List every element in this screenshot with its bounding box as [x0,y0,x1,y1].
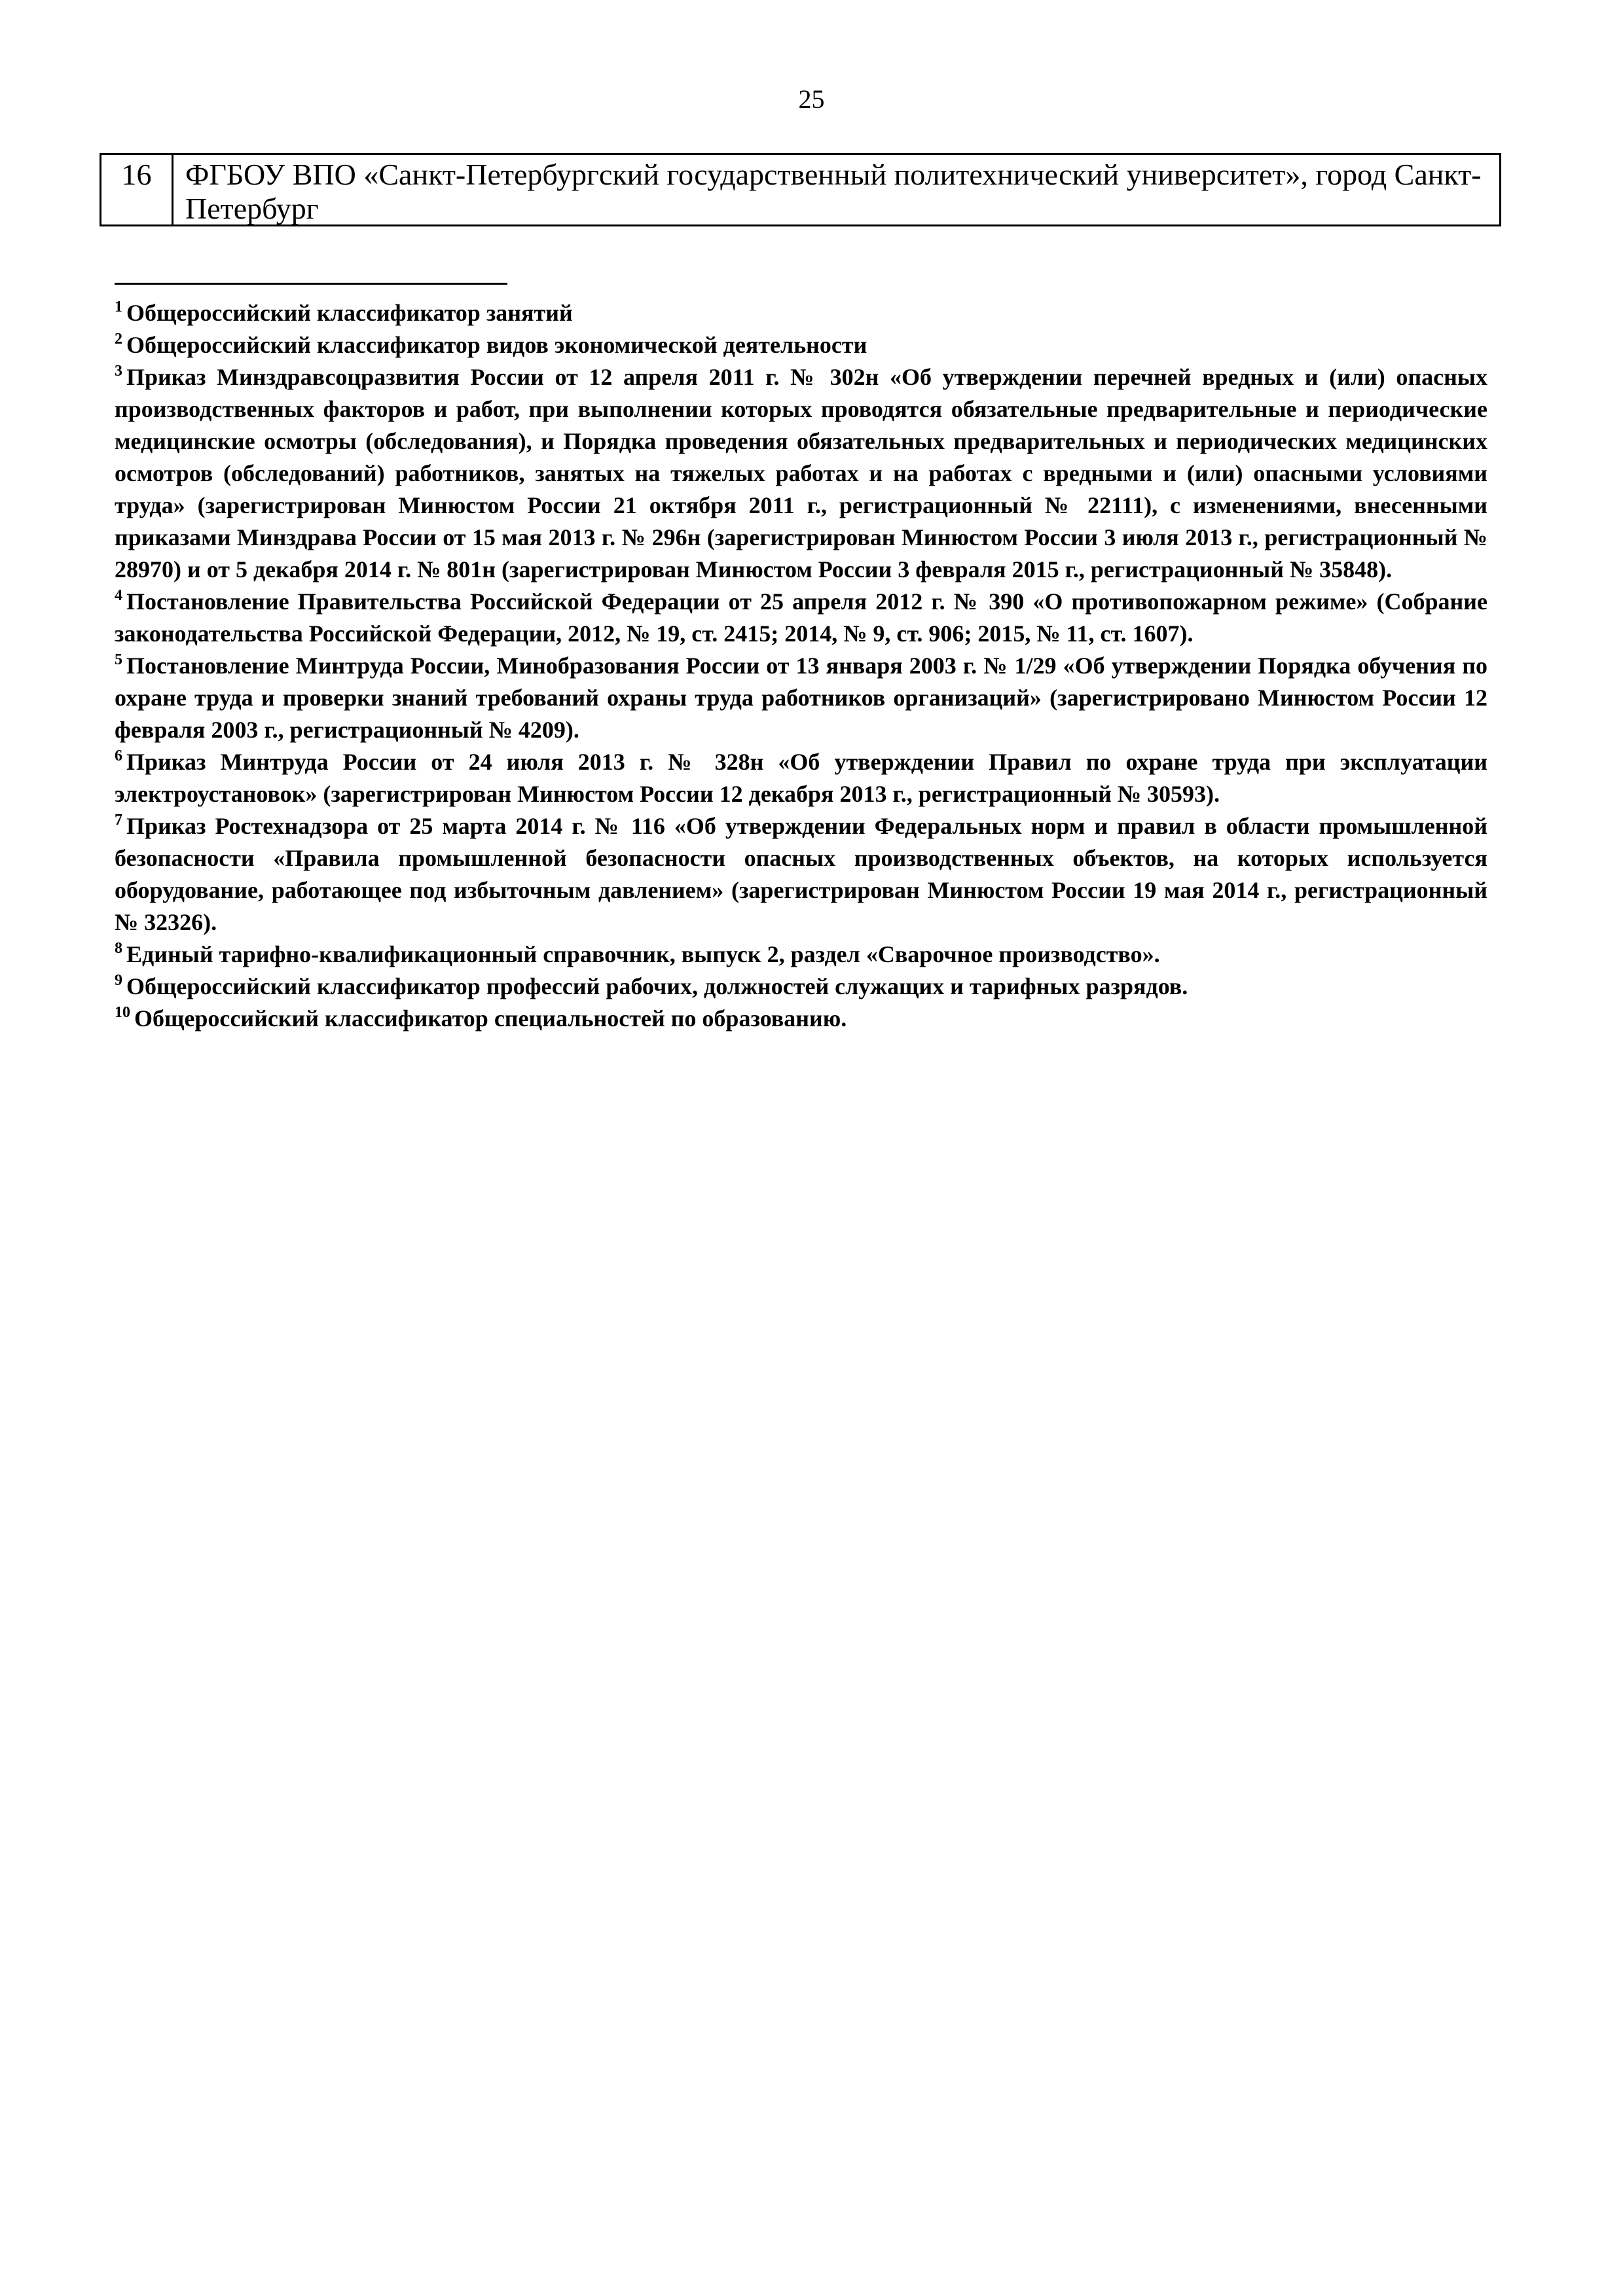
footnote-text: Общероссийский классификатор профессий рабочих, должностей служащих и тарифных разрядов. [126,973,1188,999]
footnote [115,971,1487,1003]
footnote-number: 1 [115,298,122,315]
footnote-number: 9 [115,972,122,989]
footnote [115,810,1487,939]
footnote-text: Единый тарифно-квалификационный справочник, выпуск 2, раздел «Сварочное производство». [126,941,1160,967]
footnote-number: 4 [115,587,122,604]
footnote-text: Общероссийский классификатор специальностей по образованию. [134,1005,847,1031]
footnote [115,939,1487,971]
footnote [115,297,1487,329]
organization-name-cell: ФГБОУ ВПО «Санкт-Петербургский государственный политехнический университет», город Санкт-Петербург [185,158,1482,225]
footnote-text: Приказ Ростехнадзора от 25 марта 2014 г. № 116 «Об утверждении Федеральных норм и правил в области промышленной безопасности «Правила промышленной безопасности опасных производственных объектов, на которых используется оборудование, работающее под избыточным давлением» (зарегистрирован Минюстом России 19 мая 2014 г., регистрационный № 32326). [115,813,1487,935]
footnote-number: 5 [115,651,122,668]
footnote [115,586,1487,650]
footnote-number: 10 [115,1004,130,1021]
footnote-text: Общероссийский классификатор видов экономической деятельности [126,332,867,358]
footnote [115,746,1487,810]
page-number: 25 [798,84,825,114]
footnote-number: 3 [115,363,122,380]
footnote-number: 8 [115,940,122,957]
row-number-cell: 16 [101,155,173,224]
footnote-text: Постановление Минтруда России, Минобразования России от 13 января 2003 г. № 1/29 «Об утверждении Порядка обучения по охране труда и проверки знаний требований охраны труда работников организаций» (зарегистрировано Минюстом России 12 февраля 2003 г., регистрационный № 4209). [115,653,1487,743]
footnote-number: 6 [115,747,122,764]
footnote [115,650,1487,746]
footnotes [115,297,1487,1035]
footnote-text: Приказ Минздравсоцразвития России от 12 апреля 2011 г. № 302н «Об утверждении перечней вредных и (или) опасных производственных факторов и работ, при выполнении которых проводятся обязательные предварительные и периодические медицинские осмотры (обследования), и Порядка проведения обязательных предварительных и периодических медицинских осмотров (обследований) работников, занятых на тяжелых работах и на работах с вредными и (или) опасными условиями труда» (зарегистрирован Минюстом России 21 октября 2011 г., регистрационный № 22111), с изменениями, внесенными приказами Минздрава России от 15 мая 2013 г. № 296н (зарегистрирован Минюстом России 3 июля 2013 г., регистрационный № 28970) и от 5 декабря 2014 г. № 801н (зарегистрирован Минюстом России 3 февраля 2015 г., регистрационный № 35848). [115,364,1487,583]
footnote-text: Приказ Минтруда России от 24 июля 2013 г. № 328н «Об утверждении Правил по охране труда при эксплуатации электроустановок» (зарегистрирован Минюстом России 12 декабря 2013 г., регистрационный № 30593). [115,749,1487,807]
footnote-number: 2 [115,331,122,348]
footnote [115,361,1487,586]
footnote-text: Постановление Правительства Российской Федерации от 25 апреля 2012 г. № 390 «О противопожарном режиме» (Собрание законодательства Российской Федерации, 2012, № 19, ст. 2415; 2014, № 9, ст. 906; 2015, № 11, ст. 1607). [115,588,1487,647]
footnote-text: Общероссийский классификатор занятий [126,300,573,326]
footnote-separator [115,283,507,285]
footnote [115,329,1487,361]
footnote-number: 7 [115,812,122,829]
organization-table-row [100,153,1501,226]
footnote [115,1003,1487,1035]
